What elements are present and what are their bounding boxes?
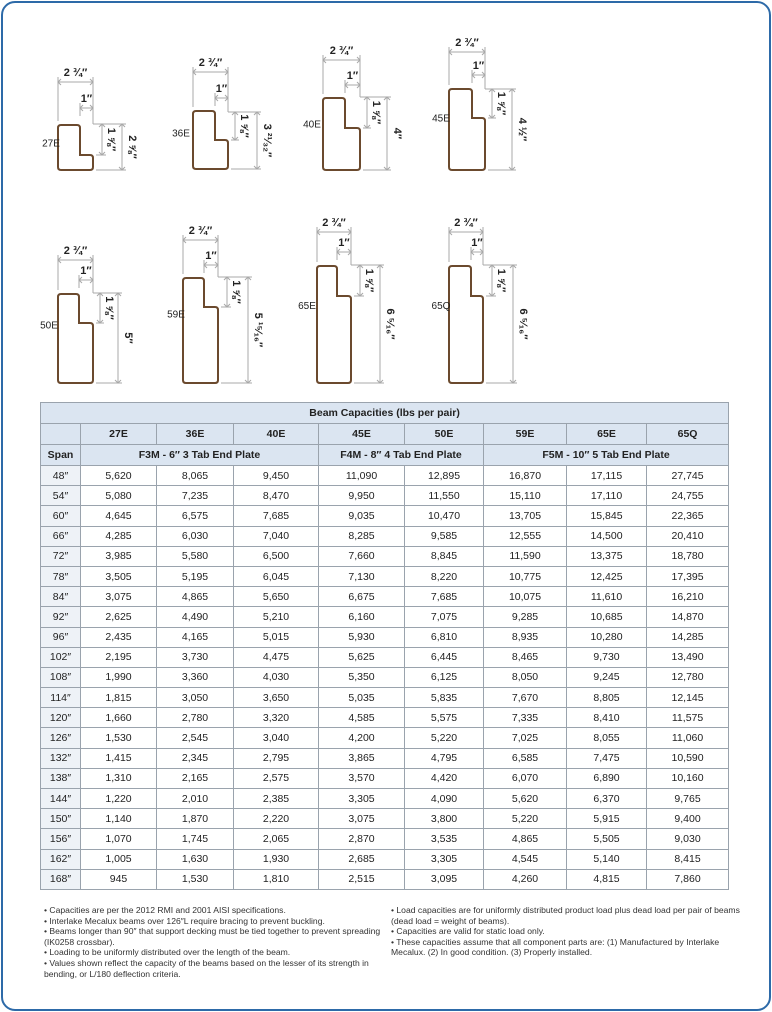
profile-name-label: 45E xyxy=(432,113,450,125)
table-row xyxy=(41,506,729,526)
span-header: Span xyxy=(41,445,81,466)
capacity-cell: 8,845 xyxy=(405,546,484,566)
capacity-cell: 2,010 xyxy=(157,789,234,809)
span-cell: 126″ xyxy=(41,728,81,748)
capacity-cell: 13,705 xyxy=(484,506,567,526)
span-cell: 168″ xyxy=(41,869,81,889)
capacity-cell: 6,370 xyxy=(567,789,647,809)
capacity-cell: 6,030 xyxy=(157,526,234,546)
notch-dimension-label: 1″ xyxy=(215,83,228,95)
beam-profile-diagrams xyxy=(0,0,772,400)
beam-profile-shape xyxy=(58,294,93,383)
capacity-cell: 1,990 xyxy=(81,667,157,687)
capacity-cell: 4,795 xyxy=(405,748,484,768)
capacity-cell: 2,385 xyxy=(234,789,319,809)
capacity-cell: 5,930 xyxy=(319,627,405,647)
capacity-cell: 11,550 xyxy=(405,486,484,506)
profile-59E xyxy=(167,225,264,383)
width-dimension-label: 2 ¾″ xyxy=(63,245,88,257)
table-row xyxy=(41,566,729,586)
span-cell: 156″ xyxy=(41,829,81,849)
span-cell: 66″ xyxy=(41,526,81,546)
capacity-cell: 10,685 xyxy=(567,607,647,627)
capacity-cell: 8,805 xyxy=(567,688,647,708)
capacity-cell: 6,045 xyxy=(234,566,319,586)
capacity-cell: 7,235 xyxy=(157,486,234,506)
capacity-cell: 8,050 xyxy=(484,667,567,687)
span-cell: 102″ xyxy=(41,647,81,667)
capacity-cell: 7,660 xyxy=(319,546,405,566)
capacity-cell: 3,040 xyxy=(234,728,319,748)
capacity-cell: 6,810 xyxy=(405,627,484,647)
capacity-cell: 13,490 xyxy=(647,647,729,667)
span-cell: 132″ xyxy=(41,748,81,768)
capacity-cell: 8,220 xyxy=(405,566,484,586)
capacity-cell: 15,845 xyxy=(567,506,647,526)
beam-capacities-table xyxy=(40,402,729,890)
table-row xyxy=(41,869,729,889)
profile-27E xyxy=(42,67,138,170)
capacity-cell: 22,365 xyxy=(647,506,729,526)
span-cell: 162″ xyxy=(41,849,81,869)
capacity-cell: 6,890 xyxy=(567,768,647,788)
capacity-cell: 3,650 xyxy=(234,688,319,708)
capacity-cell: 4,165 xyxy=(157,627,234,647)
capacity-cell: 10,470 xyxy=(405,506,484,526)
capacity-cell: 1,415 xyxy=(81,748,157,768)
capacity-cell: 2,220 xyxy=(234,809,319,829)
notch-dimension-label: 1″ xyxy=(471,237,483,249)
capacity-cell: 4,090 xyxy=(405,789,484,809)
capacity-cell: 6,160 xyxy=(319,607,405,627)
notes-left xyxy=(44,905,389,979)
capacity-cell: 5,195 xyxy=(157,566,234,586)
capacity-cell: 2,435 xyxy=(81,627,157,647)
capacity-cell: 11,610 xyxy=(567,587,647,607)
capacity-cell: 1,810 xyxy=(234,869,319,889)
capacity-cell: 4,030 xyxy=(234,667,319,687)
capacity-cell: 1,870 xyxy=(157,809,234,829)
group-header: F3M - 6″ 3 Tab End Plate xyxy=(81,445,319,466)
capacity-cell: 24,755 xyxy=(647,486,729,506)
group-header: F5M - 10″ 5 Tab End Plate xyxy=(484,445,729,466)
capacity-cell: 12,780 xyxy=(647,667,729,687)
beam-profile-shape xyxy=(449,266,483,383)
notes-right xyxy=(391,905,741,958)
capacity-cell: 2,545 xyxy=(157,728,234,748)
capacity-cell: 2,625 xyxy=(81,607,157,627)
capacity-cell: 7,075 xyxy=(405,607,484,627)
capacity-cell: 5,580 xyxy=(157,546,234,566)
profile-name-label: 40E xyxy=(303,119,321,131)
capacity-cell: 16,870 xyxy=(484,466,567,486)
table-row xyxy=(41,688,729,708)
profile-50E xyxy=(40,245,134,383)
capacity-cell: 3,075 xyxy=(319,809,405,829)
capacity-cell: 12,555 xyxy=(484,526,567,546)
capacity-cell: 5,620 xyxy=(81,466,157,486)
table-row xyxy=(41,768,729,788)
span-cell: 92″ xyxy=(41,607,81,627)
capacity-cell: 3,360 xyxy=(157,667,234,687)
beam-profile-shape xyxy=(183,278,218,383)
capacity-cell: 7,685 xyxy=(234,506,319,526)
note-item: • Capacities are valid for static load only. xyxy=(391,926,545,937)
capacity-cell: 1,005 xyxy=(81,849,157,869)
capacity-cell: 14,285 xyxy=(647,627,729,647)
span-cell: 84″ xyxy=(41,587,81,607)
width-dimension-label: 2 ¾″ xyxy=(63,67,88,79)
capacity-cell: 8,415 xyxy=(647,849,729,869)
capacity-cell: 4,865 xyxy=(484,829,567,849)
width-dimension-label: 2 ¾″ xyxy=(322,217,346,229)
capacity-cell: 20,410 xyxy=(647,526,729,546)
capacity-cell: 1,815 xyxy=(81,688,157,708)
capacity-cell: 9,585 xyxy=(405,526,484,546)
group-header-row xyxy=(41,445,729,466)
capacity-cell: 9,285 xyxy=(484,607,567,627)
capacity-cell: 1,140 xyxy=(81,809,157,829)
capacity-cell: 2,195 xyxy=(81,647,157,667)
capacity-cell: 10,280 xyxy=(567,627,647,647)
capacity-cell: 1,310 xyxy=(81,768,157,788)
capacity-cell: 16,210 xyxy=(647,587,729,607)
step-dimension-label: 1 ⅝″ xyxy=(103,296,115,320)
beam-profile-shape xyxy=(323,98,360,170)
capacity-cell: 2,685 xyxy=(319,849,405,869)
capacity-cell: 12,895 xyxy=(405,466,484,486)
capacity-cell: 5,575 xyxy=(405,708,484,728)
capacity-cell: 1,220 xyxy=(81,789,157,809)
capacity-cell: 1,660 xyxy=(81,708,157,728)
capacity-cell: 11,060 xyxy=(647,728,729,748)
width-dimension-label: 2 ¾″ xyxy=(198,57,223,69)
profile-name-label: 50E xyxy=(40,320,58,332)
capacity-cell: 1,630 xyxy=(157,849,234,869)
span-cell: 48″ xyxy=(41,466,81,486)
capacity-cell: 9,035 xyxy=(319,506,405,526)
capacity-cell: 7,670 xyxy=(484,688,567,708)
table-row xyxy=(41,728,729,748)
note-item: • These capacities assume that all component parts are: (1) Manufactured by Interlake Mecalux. (2) In good condition. (3) Properly installed. xyxy=(391,936,720,958)
capacity-cell: 5,620 xyxy=(484,789,567,809)
notch-dimension-label: 1″ xyxy=(80,265,92,277)
capacity-cell: 3,050 xyxy=(157,688,234,708)
capacity-cell: 5,505 xyxy=(567,829,647,849)
capacity-cell: 12,145 xyxy=(647,688,729,708)
capacity-cell: 1,745 xyxy=(157,829,234,849)
step-dimension-label: 1 ⅝″ xyxy=(495,268,507,293)
capacity-cell: 8,935 xyxy=(484,627,567,647)
profile-name-label: 27E xyxy=(42,138,60,150)
capacity-cell: 9,245 xyxy=(567,667,647,687)
table-title: Beam Capacities (lbs per pair) xyxy=(41,403,729,424)
profile-name-label: 36E xyxy=(172,128,190,140)
capacity-cell: 6,125 xyxy=(405,667,484,687)
model-header-50E: 50E xyxy=(405,424,484,445)
capacity-cell: 5,915 xyxy=(567,809,647,829)
capacity-cell: 7,475 xyxy=(567,748,647,768)
capacity-cell: 3,570 xyxy=(319,768,405,788)
capacity-cell: 4,475 xyxy=(234,647,319,667)
height-dimension-label: 2 ⅝″ xyxy=(126,135,138,159)
span-cell: 54″ xyxy=(41,486,81,506)
capacity-cell: 7,685 xyxy=(405,587,484,607)
width-dimension-label: 2 ¾″ xyxy=(188,225,213,237)
step-dimension-label: 1 ⅝″ xyxy=(495,91,507,116)
capacity-cell: 5,625 xyxy=(319,647,405,667)
height-dimension-label: 6 ⁵⁄₁₆″ xyxy=(517,308,529,340)
capacity-cell: 7,130 xyxy=(319,566,405,586)
capacity-cell: 9,030 xyxy=(647,829,729,849)
model-header-65Q: 65Q xyxy=(647,424,729,445)
note-item: • Values shown reflect the capacity of the beams based on the lesser of its strength in bending, or L/180 deflection criteria. xyxy=(44,957,369,979)
capacity-cell: 5,140 xyxy=(567,849,647,869)
beam-profile-shape xyxy=(58,125,93,170)
capacity-cell: 10,590 xyxy=(647,748,729,768)
capacity-cell: 14,500 xyxy=(567,526,647,546)
note-item: • Interlake Mecalux beams over 126″L require bracing to prevent buckling. xyxy=(44,915,325,926)
capacity-cell: 4,585 xyxy=(319,708,405,728)
span-cell: 96″ xyxy=(41,627,81,647)
note-item: • Loading to be uniformly distributed over the length of the beam. xyxy=(44,947,291,958)
table-row xyxy=(41,466,729,486)
capacity-cell: 4,200 xyxy=(319,728,405,748)
capacity-cell: 8,285 xyxy=(319,526,405,546)
capacity-cell: 2,575 xyxy=(234,768,319,788)
notch-dimension-label: 1″ xyxy=(80,93,93,105)
step-dimension-label: 1 ⅝″ xyxy=(105,127,117,152)
capacity-cell: 4,490 xyxy=(157,607,234,627)
beam-profile-shape xyxy=(449,89,485,170)
capacity-cell: 4,545 xyxy=(484,849,567,869)
capacity-cell: 8,065 xyxy=(157,466,234,486)
capacity-cell: 17,115 xyxy=(567,466,647,486)
capacity-cell: 14,870 xyxy=(647,607,729,627)
blank-header-cell xyxy=(41,424,81,445)
step-dimension-label: 1 ⅝″ xyxy=(370,100,382,125)
span-cell: 138″ xyxy=(41,768,81,788)
capacity-cell: 8,410 xyxy=(567,708,647,728)
group-header: F4M - 8″ 4 Tab End Plate xyxy=(319,445,484,466)
notch-dimension-label: 1″ xyxy=(346,70,359,82)
capacity-cell: 17,395 xyxy=(647,566,729,586)
model-header-40E: 40E xyxy=(234,424,319,445)
capacity-cell: 10,075 xyxy=(484,587,567,607)
table-row xyxy=(41,789,729,809)
capacity-cell: 6,575 xyxy=(157,506,234,526)
capacity-cell: 3,800 xyxy=(405,809,484,829)
capacity-cell: 7,025 xyxy=(484,728,567,748)
table-row xyxy=(41,647,729,667)
model-header-row xyxy=(41,424,729,445)
capacity-cell: 7,040 xyxy=(234,526,319,546)
table-row xyxy=(41,486,729,506)
profile-40E xyxy=(303,45,403,170)
capacity-cell: 9,730 xyxy=(567,647,647,667)
capacity-cell: 9,765 xyxy=(647,789,729,809)
capacity-cell: 9,450 xyxy=(234,466,319,486)
capacity-cell: 1,530 xyxy=(157,869,234,889)
height-dimension-label: 3 ²¹⁄₃₂″ xyxy=(261,123,273,158)
profile-name-label: 65Q xyxy=(431,301,451,313)
model-header-27E: 27E xyxy=(81,424,157,445)
span-cell: 78″ xyxy=(41,566,81,586)
height-dimension-label: 4″ xyxy=(391,127,403,140)
span-cell: 108″ xyxy=(41,667,81,687)
capacity-cell: 15,110 xyxy=(484,486,567,506)
width-dimension-label: 2 ¾″ xyxy=(454,217,478,229)
step-dimension-label: 1 ⅝″ xyxy=(230,280,242,304)
capacity-cell: 12,425 xyxy=(567,566,647,586)
table-row xyxy=(41,829,729,849)
profile-name-label: 59E xyxy=(167,309,185,321)
capacity-cell: 1,930 xyxy=(234,849,319,869)
height-dimension-label: 5″ xyxy=(122,332,134,344)
capacity-cell: 11,575 xyxy=(647,708,729,728)
capacity-cell: 4,865 xyxy=(157,587,234,607)
capacity-cell: 3,985 xyxy=(81,546,157,566)
note-item: • Beams longer than 90″ that support decking must be tied together to prevent spreading (IK0258 crossbar). xyxy=(44,926,381,947)
capacity-cell: 2,345 xyxy=(157,748,234,768)
model-header-65E: 65E xyxy=(567,424,647,445)
capacity-cell: 8,470 xyxy=(234,486,319,506)
capacity-cell: 3,505 xyxy=(81,566,157,586)
capacity-cell: 4,645 xyxy=(81,506,157,526)
capacity-cell: 4,815 xyxy=(567,869,647,889)
capacity-cell: 5,210 xyxy=(234,607,319,627)
profile-36E xyxy=(172,57,273,169)
capacity-cell: 1,530 xyxy=(81,728,157,748)
height-dimension-label: 6 ⁵⁄₁₆″ xyxy=(384,308,396,340)
capacity-cell: 1,070 xyxy=(81,829,157,849)
width-dimension-label: 2 ¾″ xyxy=(455,37,479,49)
step-dimension-label: 1 ⅝″ xyxy=(363,268,375,293)
capacity-cell: 2,780 xyxy=(157,708,234,728)
notch-dimension-label: 1″ xyxy=(472,60,485,72)
capacity-cell: 17,110 xyxy=(567,486,647,506)
table-row xyxy=(41,607,729,627)
capacity-cell: 5,835 xyxy=(405,688,484,708)
profile-65E xyxy=(298,217,396,383)
table-row xyxy=(41,809,729,829)
width-dimension-label: 2 ¾″ xyxy=(329,45,354,57)
span-cell: 144″ xyxy=(41,789,81,809)
height-dimension-label: 4 ½″ xyxy=(516,117,528,142)
span-cell: 114″ xyxy=(41,688,81,708)
capacity-cell: 6,500 xyxy=(234,546,319,566)
table-row xyxy=(41,627,729,647)
beam-profile-shape xyxy=(193,111,228,169)
model-header-59E: 59E xyxy=(484,424,567,445)
profile-45E xyxy=(432,37,528,170)
capacity-cell: 3,075 xyxy=(81,587,157,607)
capacity-cell: 4,420 xyxy=(405,768,484,788)
capacity-cell: 11,590 xyxy=(484,546,567,566)
capacity-cell: 4,260 xyxy=(484,869,567,889)
capacity-cell: 6,070 xyxy=(484,768,567,788)
capacity-cell: 5,035 xyxy=(319,688,405,708)
notch-dimension-label: 1″ xyxy=(338,237,350,249)
beam-profile-shape xyxy=(317,266,351,383)
capacity-cell: 2,795 xyxy=(234,748,319,768)
span-cell: 120″ xyxy=(41,708,81,728)
capacity-cell: 6,585 xyxy=(484,748,567,768)
capacity-cell: 2,870 xyxy=(319,829,405,849)
capacity-cell: 2,515 xyxy=(319,869,405,889)
capacity-cell: 3,865 xyxy=(319,748,405,768)
table-row xyxy=(41,587,729,607)
note-item: • Capacities are per the 2012 RMI and 2001 AISI specifications. xyxy=(44,905,286,915)
capacity-cell: 5,220 xyxy=(484,809,567,829)
capacity-cell: 3,535 xyxy=(405,829,484,849)
capacity-cell: 8,465 xyxy=(484,647,567,667)
table-row xyxy=(41,708,729,728)
capacity-cell: 6,675 xyxy=(319,587,405,607)
capacity-cell: 2,165 xyxy=(157,768,234,788)
capacity-cell: 8,055 xyxy=(567,728,647,748)
capacity-cell: 3,095 xyxy=(405,869,484,889)
capacity-cell: 11,090 xyxy=(319,466,405,486)
capacity-cell: 10,160 xyxy=(647,768,729,788)
capacity-cell: 5,650 xyxy=(234,587,319,607)
capacity-cell: 5,015 xyxy=(234,627,319,647)
capacity-cell: 7,860 xyxy=(647,869,729,889)
capacity-cell: 2,065 xyxy=(234,829,319,849)
table-row xyxy=(41,667,729,687)
capacity-cell: 945 xyxy=(81,869,157,889)
profile-65Q xyxy=(432,217,529,383)
table-row xyxy=(41,546,729,566)
capacity-cell: 18,780 xyxy=(647,546,729,566)
table-row xyxy=(41,849,729,869)
note-item: • Load capacities are for uniformly distributed product load plus dead load per pair of beams (dead load = weight of beams). xyxy=(391,905,740,926)
capacity-cell: 3,320 xyxy=(234,708,319,728)
notch-dimension-label: 1″ xyxy=(205,250,217,262)
capacity-cell: 27,745 xyxy=(647,466,729,486)
span-cell: 60″ xyxy=(41,506,81,526)
capacity-cell: 4,285 xyxy=(81,526,157,546)
model-header-45E: 45E xyxy=(319,424,405,445)
capacity-cell: 3,305 xyxy=(405,849,484,869)
capacity-cell: 3,730 xyxy=(157,647,234,667)
capacity-cell: 5,220 xyxy=(405,728,484,748)
model-header-36E: 36E xyxy=(157,424,234,445)
span-cell: 150″ xyxy=(41,809,81,829)
capacity-cell: 13,375 xyxy=(567,546,647,566)
step-dimension-label: 1 ⅝″ xyxy=(238,114,250,138)
profile-name-label: 65E xyxy=(298,301,316,313)
span-cell: 72″ xyxy=(41,546,81,566)
capacity-cell: 7,335 xyxy=(484,708,567,728)
capacity-cell: 5,080 xyxy=(81,486,157,506)
capacity-cell: 10,775 xyxy=(484,566,567,586)
capacity-cell: 6,445 xyxy=(405,647,484,667)
capacity-cell: 5,350 xyxy=(319,667,405,687)
height-dimension-label: 5 ¹⁵⁄₁₆″ xyxy=(252,312,264,348)
table-row xyxy=(41,526,729,546)
capacity-cell: 9,950 xyxy=(319,486,405,506)
capacity-cell: 9,400 xyxy=(647,809,729,829)
table-row xyxy=(41,748,729,768)
capacity-cell: 3,305 xyxy=(319,789,405,809)
